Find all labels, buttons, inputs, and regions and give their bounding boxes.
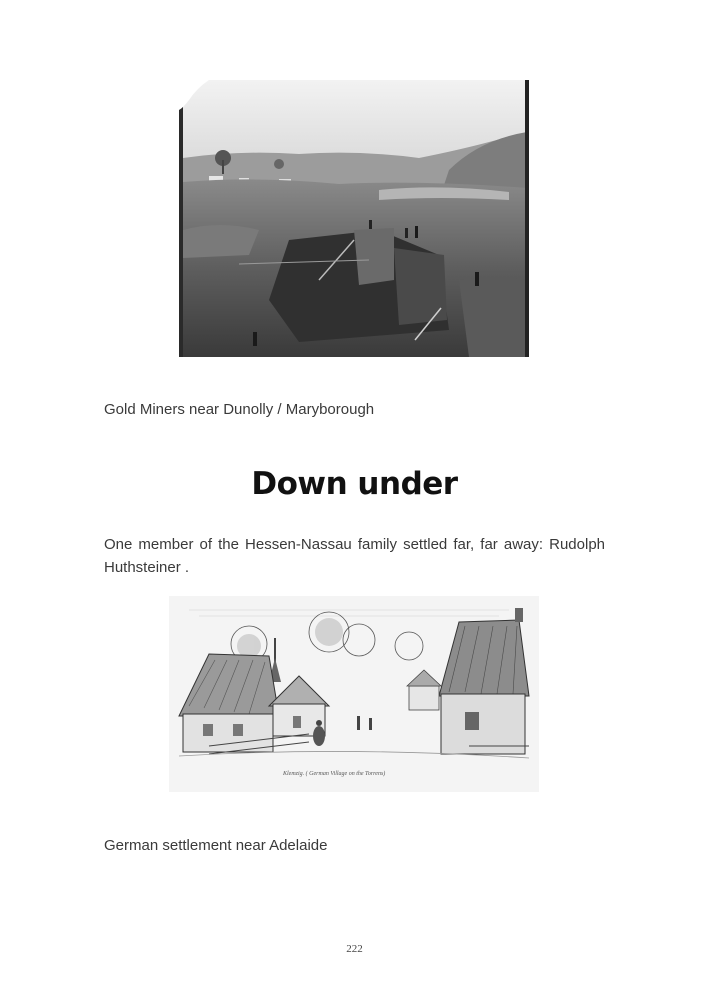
german-settlement-sketch [169,596,539,792]
gold-miners-photo [179,80,529,357]
sketch-inscription: Klemzig. ( German Village on the Torrens) [283,771,386,777]
figure-caption-german-settlement: German settlement near Adelaide [104,837,328,854]
body-paragraph: One member of the Hessen-Nassau family settled far, far away: Rudolph Huthsteiner . [104,536,605,576]
page-number: 222 [346,943,363,955]
section-heading: Down under [251,466,458,502]
german-settlement-sketch-graphic [169,596,539,792]
figure-caption-gold-miners: Gold Miners near Dunolly / Maryborough [104,401,375,418]
gold-miners-photo-graphic [179,80,529,357]
